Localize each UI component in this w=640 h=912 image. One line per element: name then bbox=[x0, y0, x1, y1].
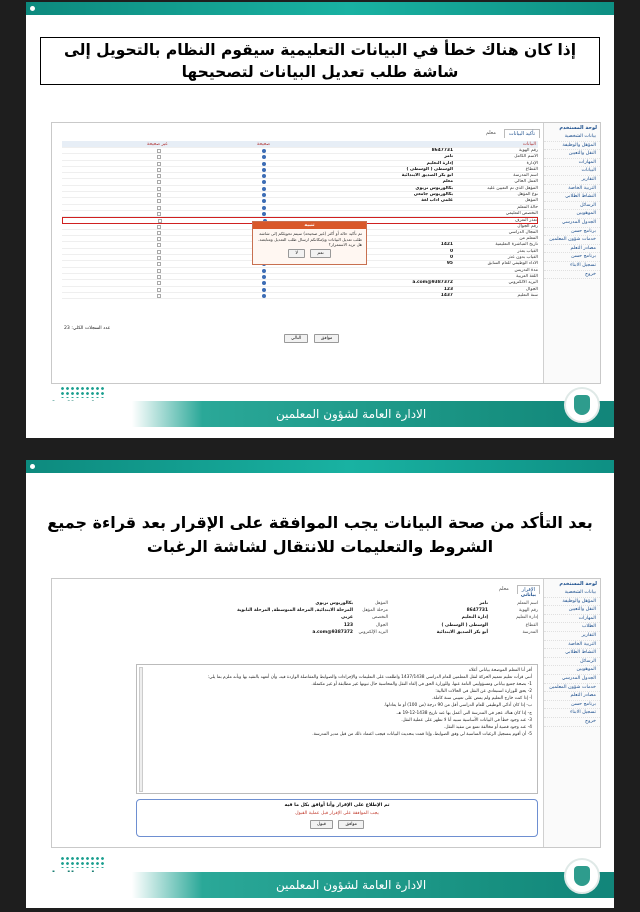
row-value: 1421 bbox=[440, 242, 453, 248]
sidebar-item[interactable]: الرسائل bbox=[544, 202, 600, 211]
sidebar-item[interactable]: بيانات الشخصية bbox=[544, 589, 600, 598]
agree-note: يجب الموافقة على الإقرار قبل عملية القبول bbox=[295, 811, 379, 816]
row-value: 0 bbox=[449, 255, 453, 261]
incorrect-checkbox[interactable] bbox=[157, 243, 161, 247]
row-value: تامر bbox=[444, 154, 453, 160]
agree-text[interactable]: تم الإطلاع على الإقرار وأنا أوافق بكل ما فيه bbox=[284, 803, 390, 808]
tab-teacher[interactable]: معلم bbox=[485, 130, 496, 136]
ok-button[interactable]: موافق bbox=[314, 334, 340, 343]
slide-2-title: بعد التأكد من صحة البيانات يجب الموافقة على الإقرار بعد قراءة جميع الشروط والتعليمات للانتقال لشاشة الرغبات bbox=[40, 507, 600, 563]
incorrect-checkbox[interactable] bbox=[157, 269, 161, 273]
table-row bbox=[62, 293, 538, 299]
record-count: عدد السجلات الكلي: 23 bbox=[64, 326, 111, 331]
row-label: المؤهل bbox=[524, 198, 538, 204]
terms-scrollbar[interactable] bbox=[139, 667, 143, 792]
sidebar bbox=[543, 579, 600, 847]
info-row bbox=[202, 630, 538, 637]
info-key: البريد الإلكتروني bbox=[358, 629, 388, 635]
slide-top-bar bbox=[26, 460, 614, 473]
sidebar-item[interactable]: التربية الخاصة bbox=[544, 185, 600, 194]
info-key: رقم الهوية bbox=[519, 608, 538, 614]
terms-paragraph: 5- أن أقوم بتسجيل الرغبات المناسبة لي وفق الضوابط، وإذا قمت بتحديث البيانات فيجب اعتماد ذلك من قبل مدير المدرسة. bbox=[312, 731, 532, 737]
info-key: المدرسة bbox=[522, 629, 538, 635]
row-value: 1437 bbox=[440, 292, 453, 298]
slide-footer bbox=[26, 872, 614, 898]
info-value: تامر bbox=[479, 601, 488, 606]
info-row bbox=[202, 615, 538, 622]
sidebar-item[interactable]: خروج bbox=[544, 718, 600, 727]
sidebar-item[interactable]: مصادر التعلم bbox=[544, 245, 600, 254]
correct-radio-icon[interactable] bbox=[262, 294, 266, 298]
alert-message: تم تأكيد حالة أو أكثر (غير صحيحة) سيتم تحويلكم إلى شاشة طلب تعديل البيانات وبإمكانكم ارسال طلب التعديل ومتابعته. هل تريد الاستمرار؟ bbox=[258, 231, 362, 247]
emblem-icon bbox=[564, 858, 600, 894]
sidebar-head[interactable]: لوحة المستخدم bbox=[559, 581, 597, 587]
incorrect-checkbox[interactable] bbox=[157, 174, 161, 178]
section-label: بياناتي bbox=[520, 593, 536, 598]
sidebar-head[interactable]: لوحة المستخدم bbox=[559, 125, 597, 131]
slide-1-title: إذا كان هناك خطأ في البيانات التعليمية سيقوم النظام بالتحويل إلى شاشة طلب تعديل البيانات لتصحيحها bbox=[40, 37, 600, 85]
info-value: الوسطى ( الوسطى ) bbox=[441, 622, 488, 628]
screenshot-declaration bbox=[51, 578, 601, 848]
header-incorrect: غير صحيحة bbox=[147, 142, 168, 147]
info-key: الجوال bbox=[375, 622, 388, 628]
terms-paragraph: أقر أنا المعلم الموضحة بياناتي أعلاه bbox=[468, 668, 532, 673]
slide-2 bbox=[26, 460, 614, 908]
correct-radio-icon[interactable] bbox=[262, 212, 266, 216]
row-value: إدارة التعليم bbox=[426, 160, 453, 166]
row-label: العمل الحالي bbox=[514, 179, 538, 185]
incorrect-checkbox[interactable] bbox=[157, 225, 161, 229]
ok-button[interactable]: موافق bbox=[338, 820, 364, 829]
incorrect-checkbox[interactable] bbox=[157, 256, 161, 260]
dialog-yes-button[interactable]: نعم bbox=[310, 249, 330, 258]
next-button[interactable]: التالي bbox=[284, 334, 308, 343]
logo-dots bbox=[60, 856, 104, 868]
bullet-dot bbox=[30, 6, 35, 11]
incorrect-checkbox[interactable] bbox=[157, 250, 161, 254]
correct-radio-icon[interactable] bbox=[262, 155, 266, 159]
row-label: المعلم من bbox=[519, 236, 538, 242]
sidebar-item[interactable]: الجدول المدرسي bbox=[544, 675, 600, 684]
accept-button[interactable]: قبول bbox=[310, 820, 333, 829]
sidebar-item[interactable]: الجدول المدرسي bbox=[544, 219, 600, 228]
sidebar-item[interactable]: برنامج حسن bbox=[544, 228, 600, 237]
incorrect-checkbox[interactable] bbox=[157, 294, 161, 298]
row-label: تعذر التعرف bbox=[514, 218, 537, 224]
row-value: 123 bbox=[443, 286, 453, 292]
sidebar-item[interactable]: المهارات bbox=[544, 615, 600, 624]
row-label: الجوال bbox=[525, 286, 538, 292]
correct-radio-icon[interactable] bbox=[262, 275, 266, 279]
info-value: إدارة التعليم bbox=[461, 615, 488, 621]
info-grid bbox=[202, 601, 538, 637]
dialog-no-button[interactable]: لا bbox=[288, 249, 305, 258]
row-value: بكالوريوس جامعي bbox=[413, 192, 453, 198]
row-label: الاسم الكامل bbox=[514, 154, 538, 160]
incorrect-checkbox[interactable] bbox=[157, 162, 161, 166]
terms-paragraph: أنني قرأت تعليم تعميم الحركة لنقل المعلمين للعام الدراسي 1437/1438 واطلعت على التعليمات والإجراءات والضوابط والمفاضلة الواردة فيه، وأن أتعهد بالتقيد بها وبأنه ملزم بما يلي: bbox=[207, 675, 532, 681]
tab-teacher[interactable]: معلم bbox=[498, 586, 509, 592]
sidebar-item[interactable]: تسجيل الابناء bbox=[544, 709, 600, 718]
row-label: رقم الهوية bbox=[519, 148, 538, 153]
incorrect-checkbox[interactable] bbox=[157, 281, 161, 285]
sidebar-item[interactable]: التقارير bbox=[544, 632, 600, 641]
info-key: اسم المعلم bbox=[517, 601, 538, 606]
correct-radio-icon[interactable] bbox=[262, 288, 266, 292]
footer-text: الادارة العامة لشؤون المعلمين bbox=[276, 407, 427, 421]
terms-paragraph: 2- يحق للوزارة استبعادي عن النقل في الحالات التالية: bbox=[435, 689, 532, 695]
row-label: اسم المدرسة bbox=[513, 173, 538, 179]
sidebar-item[interactable]: التقارير bbox=[544, 176, 600, 185]
incorrect-checkbox[interactable] bbox=[157, 149, 161, 153]
row-label: تاريخ المباشرة التعليمية bbox=[495, 242, 538, 248]
info-key: إدارة التعليم bbox=[516, 615, 538, 621]
terms-paragraph: 1- بصحة جميع بياناتي ومسؤوليتي التامة عنها، وللوزارة الحق في إلغاء النقل والمحاسبة حال ثبوتها غير مطابقة أو غير مكتملة. bbox=[311, 682, 532, 688]
header-data: البيانات bbox=[522, 142, 536, 147]
table-header bbox=[62, 141, 538, 148]
screenshot-confirm-data bbox=[51, 122, 601, 384]
incorrect-checkbox[interactable] bbox=[157, 187, 161, 191]
correct-radio-icon[interactable] bbox=[262, 269, 266, 273]
sidebar-item[interactable]: برنامج حسن bbox=[544, 253, 600, 262]
info-value: a.com@9387372 bbox=[312, 629, 353, 635]
row-label: القطاع bbox=[525, 166, 538, 172]
incorrect-checkbox[interactable] bbox=[157, 206, 161, 210]
sidebar-item[interactable]: تسجيل الابناء bbox=[544, 262, 600, 271]
sidebar-item[interactable]: النشاط الطلابي bbox=[544, 649, 600, 658]
logo-dots bbox=[60, 386, 104, 398]
incorrect-checkbox[interactable] bbox=[157, 288, 161, 292]
sidebar-item[interactable]: التربية الخاصة bbox=[544, 641, 600, 650]
incorrect-checkbox[interactable] bbox=[157, 193, 161, 197]
row-value: 0 bbox=[449, 248, 453, 254]
row-value: 8647731 bbox=[431, 148, 453, 153]
row-label: الغياب بعذر bbox=[517, 248, 538, 254]
incorrect-checkbox[interactable] bbox=[157, 275, 161, 279]
correct-radio-icon[interactable] bbox=[262, 168, 266, 172]
info-value: أبو بكر الصديق الابتدائية bbox=[436, 629, 488, 635]
correct-radio-icon[interactable] bbox=[262, 199, 266, 203]
sidebar-item[interactable]: الموهوبين bbox=[544, 666, 600, 675]
emblem-icon bbox=[564, 387, 600, 423]
header-correct: صحيحة bbox=[257, 142, 271, 147]
info-value: 123 bbox=[343, 622, 353, 628]
slide-top-bar bbox=[26, 2, 614, 15]
agree-box bbox=[136, 799, 538, 837]
sidebar-item[interactable]: الموهوبين bbox=[544, 210, 600, 219]
terms-paragraph: ج- إذا كان هناك عجز في المدرسة التي أعمل بها عند تاريخ 1438-12-19 هـ. bbox=[396, 710, 532, 716]
incorrect-checkbox[interactable] bbox=[157, 180, 161, 184]
sidebar-item[interactable]: البيانات bbox=[544, 167, 600, 176]
sidebar-item[interactable]: المؤهل والوظيفة bbox=[544, 598, 600, 607]
correct-radio-icon[interactable] bbox=[262, 149, 266, 153]
sidebar-item[interactable]: النشاط الطلابي bbox=[544, 193, 600, 202]
row-label: الإدارة bbox=[526, 160, 538, 166]
correct-radio-icon[interactable] bbox=[262, 174, 266, 178]
terms-paragraph: 3- عند وجود خطأ في البيانات الأساسية سببه أنا لا تظهر على عملية النقل. bbox=[401, 717, 532, 723]
info-value: عربي bbox=[341, 615, 353, 621]
correct-radio-icon[interactable] bbox=[262, 206, 266, 210]
tab-confirm-data[interactable]: تأكيد البيانات bbox=[504, 129, 540, 138]
info-row bbox=[202, 608, 538, 615]
row-value: الوسطى ( الوسطى ) bbox=[406, 166, 453, 172]
info-key: القطاع bbox=[525, 622, 538, 628]
sidebar-item[interactable]: بيانات الشخصية bbox=[544, 133, 600, 142]
row-label: مدة التدريس bbox=[514, 267, 538, 273]
sidebar-item[interactable]: المؤهل والوظيفة bbox=[544, 142, 600, 151]
terms-paragraph: 4- عند وجود قضية أو مخالفة تمنع من تنفيذ النقل. bbox=[443, 724, 532, 730]
sidebar-item[interactable]: المهارات bbox=[544, 159, 600, 168]
row-value: أبو بكر الصديق الابتدائية bbox=[401, 173, 453, 179]
sidebar-item[interactable]: الطلاب bbox=[544, 623, 600, 632]
terms-paragraph: ب- إذا كان أدائي الوظيفي للعام الدراسي أقل من 90 درجة (من 100) أو ما يعادلها. bbox=[383, 703, 532, 709]
row-label: رقم الجوال bbox=[517, 223, 538, 229]
sidebar-item[interactable]: خدمات شؤون المعلمين bbox=[544, 684, 600, 693]
tabs bbox=[482, 127, 540, 139]
terms-paragraph: أ- إذا كنت خارج التعليم ولم يمض على تعييني سنة كاملة. bbox=[432, 696, 532, 702]
bullet-dot bbox=[30, 464, 35, 469]
info-row bbox=[202, 623, 538, 630]
sidebar-item[interactable]: خروج bbox=[544, 271, 600, 280]
sidebar bbox=[543, 123, 600, 383]
row-value: معلم bbox=[442, 179, 453, 185]
row-label: المؤهل الذي تم التعيين عليه bbox=[487, 185, 538, 191]
sidebar-item[interactable]: الرسائل bbox=[544, 658, 600, 667]
row-label: سنة التعليم bbox=[517, 292, 538, 298]
terms-box[interactable] bbox=[136, 664, 538, 794]
incorrect-checkbox[interactable] bbox=[157, 262, 161, 266]
correct-radio-icon[interactable] bbox=[262, 187, 266, 191]
sidebar-item[interactable]: النقل والتعيين bbox=[544, 150, 600, 159]
row-label: البريد الالكتروني bbox=[508, 280, 538, 286]
info-key: المؤهل bbox=[374, 601, 388, 606]
info-value: 8647731 bbox=[466, 608, 488, 614]
info-value: بكالوريوس تربوي bbox=[315, 601, 353, 606]
row-label: التخصص التعليمي bbox=[505, 210, 538, 216]
row-label: حالة المعلم bbox=[517, 204, 538, 210]
sidebar-item[interactable]: خدمات شؤون المعلمين bbox=[544, 236, 600, 245]
row-label: الغياب بدون عذر bbox=[507, 255, 538, 261]
incorrect-checkbox[interactable] bbox=[157, 199, 161, 203]
info-value: المرحلة الابتدائية, المرحلة المتوسطة, المرحلة الثانوية bbox=[237, 608, 353, 614]
row-value: بكالوريوس تربوي bbox=[415, 185, 453, 191]
row-value: علمي آداب لغة bbox=[421, 198, 453, 204]
correct-radio-icon[interactable] bbox=[262, 281, 266, 285]
row-label: اللغة العربية bbox=[516, 273, 538, 279]
alert-title: تنبيه bbox=[253, 222, 366, 229]
tab-declaration[interactable]: الإقرار bbox=[517, 585, 540, 594]
correct-radio-icon[interactable] bbox=[262, 193, 266, 197]
sidebar-item[interactable]: برنامج حسن bbox=[544, 701, 600, 710]
row-value: a.com@9387372 bbox=[412, 280, 453, 286]
incorrect-checkbox[interactable] bbox=[157, 237, 161, 241]
slide-footer bbox=[26, 401, 614, 427]
footer-text: الادارة العامة لشؤون المعلمين bbox=[276, 878, 427, 892]
alert-dialog bbox=[252, 221, 367, 265]
row-label: المجال الدراسي bbox=[508, 229, 538, 235]
incorrect-checkbox[interactable] bbox=[157, 155, 161, 159]
row-value: 95 bbox=[446, 261, 453, 267]
correct-radio-icon[interactable] bbox=[262, 180, 266, 184]
sidebar-item[interactable]: النقل والتعيين bbox=[544, 606, 600, 615]
row-label: الأداء الوظيفي للعام السابق bbox=[487, 261, 538, 267]
slide-1 bbox=[26, 2, 614, 438]
info-key: التخصص bbox=[372, 615, 388, 621]
info-key: مرحلة المؤهل bbox=[362, 608, 388, 614]
correct-radio-icon[interactable] bbox=[262, 162, 266, 166]
incorrect-checkbox[interactable] bbox=[157, 231, 161, 235]
row-label: نوع المؤهل bbox=[517, 192, 538, 198]
sidebar-item[interactable]: مصادر التعلم bbox=[544, 692, 600, 701]
incorrect-checkbox[interactable] bbox=[157, 212, 161, 216]
incorrect-checkbox[interactable] bbox=[157, 168, 161, 172]
